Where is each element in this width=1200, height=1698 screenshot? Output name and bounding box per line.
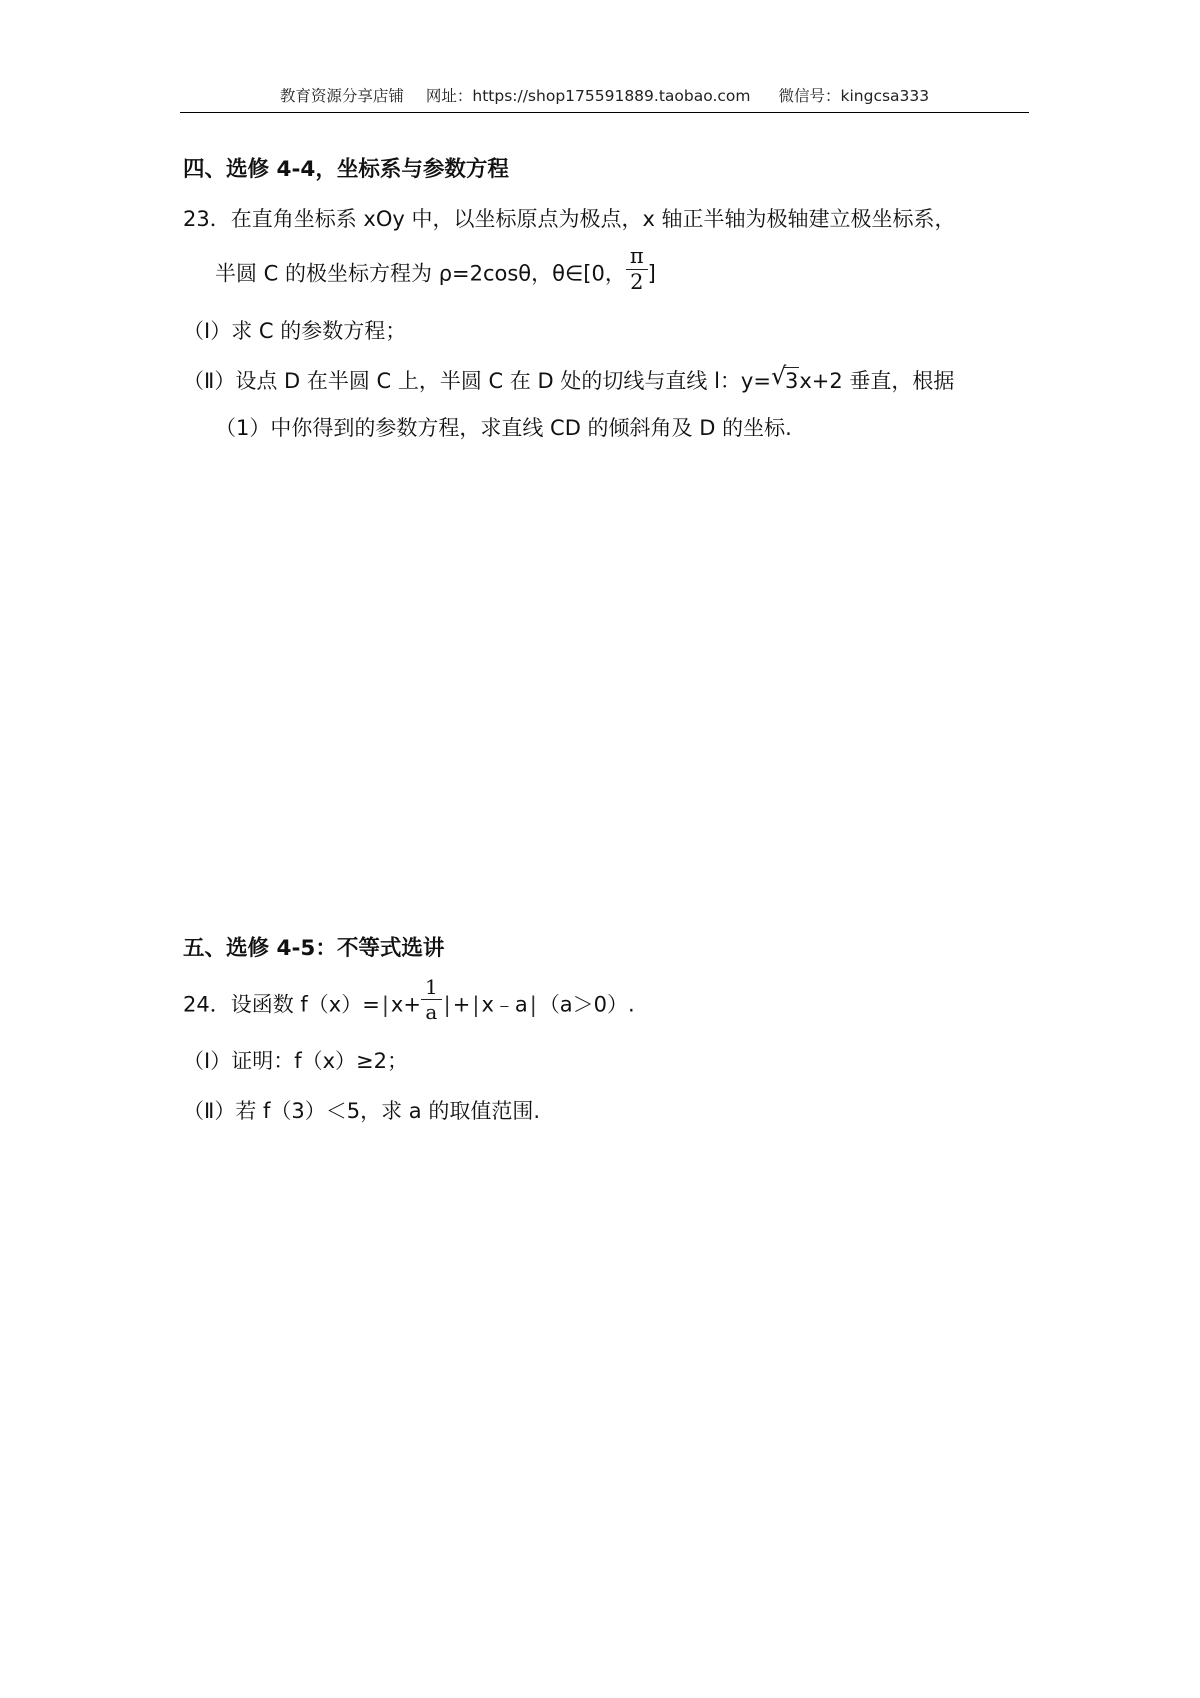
q23-frac-num: π <box>629 244 644 268</box>
q23-part2-a: （Ⅱ）设点 D 在半圆 C 上，半圆 C 在 D 处的切线与直线 l：y= <box>183 369 771 393</box>
q24-line1 <box>183 975 635 1024</box>
q24-frac-den: a <box>421 999 442 1022</box>
q23-line2 <box>215 244 656 294</box>
page-header <box>180 84 1029 106</box>
sqrt-sign: √ 3 <box>770 362 799 393</box>
section5-heading: 五、选修 4-5：不等式选讲 <box>183 936 445 961</box>
q24-part2: （Ⅱ）若 f（3）＜5，求 a 的取值范围. <box>183 1099 541 1123</box>
q23-line2-end: ] <box>647 261 656 286</box>
q23-frac-den: 2 <box>626 269 648 293</box>
q23-part1: （Ⅰ）求 C 的参数方程； <box>183 319 407 343</box>
abs-bar-open-2: | <box>472 992 480 1017</box>
q24-abs2: x﹣a <box>481 992 528 1017</box>
header-wechat-label: 微信号： <box>778 87 841 105</box>
q23-line1: 23．在直角坐标系 xOy 中，以坐标原点为极点，x 轴正半轴为极轴建立极坐标系， <box>183 207 956 231</box>
q23-part2-line2: （1）中你得到的参数方程，求直线 CD 的倾斜角及 D 的坐标. <box>215 416 792 440</box>
header-url-label: 网址： <box>425 87 473 105</box>
header-rule <box>180 112 1029 113</box>
q24-fraction <box>421 977 442 1022</box>
header-url: https://shop175591889.taobao.com <box>472 87 751 105</box>
q24-part1: （Ⅰ）证明：f（x）≥2； <box>183 1049 408 1073</box>
q24-frac-num: 1 <box>424 975 438 999</box>
abs-bar-close-1: | <box>443 992 451 1017</box>
q23-fraction <box>626 246 648 293</box>
header-shop: 教育资源分享店铺 <box>279 87 404 105</box>
q24-abs1: x+ <box>390 992 421 1017</box>
abs-bar-open-1: | <box>381 992 389 1017</box>
q24-line1-a: 24．设函数 f（x）= <box>183 992 380 1017</box>
header-wechat: kingcsa333 <box>840 87 930 105</box>
section4-heading: 四、选修 4-4，坐标系与参数方程 <box>183 157 509 182</box>
q23-part2 <box>183 362 955 394</box>
q24-line1-end: （a＞0）. <box>538 992 635 1017</box>
sqrt-radicand: 3 <box>784 369 799 393</box>
q24-mid: + <box>452 992 471 1017</box>
q23-line2-text: 半圆 C 的极坐标方程为 ρ=2cosθ，θ∈[0， <box>215 261 626 286</box>
q23-part2-b: x+2 垂直，根据 <box>799 369 955 393</box>
abs-bar-close-2: | <box>529 992 537 1017</box>
